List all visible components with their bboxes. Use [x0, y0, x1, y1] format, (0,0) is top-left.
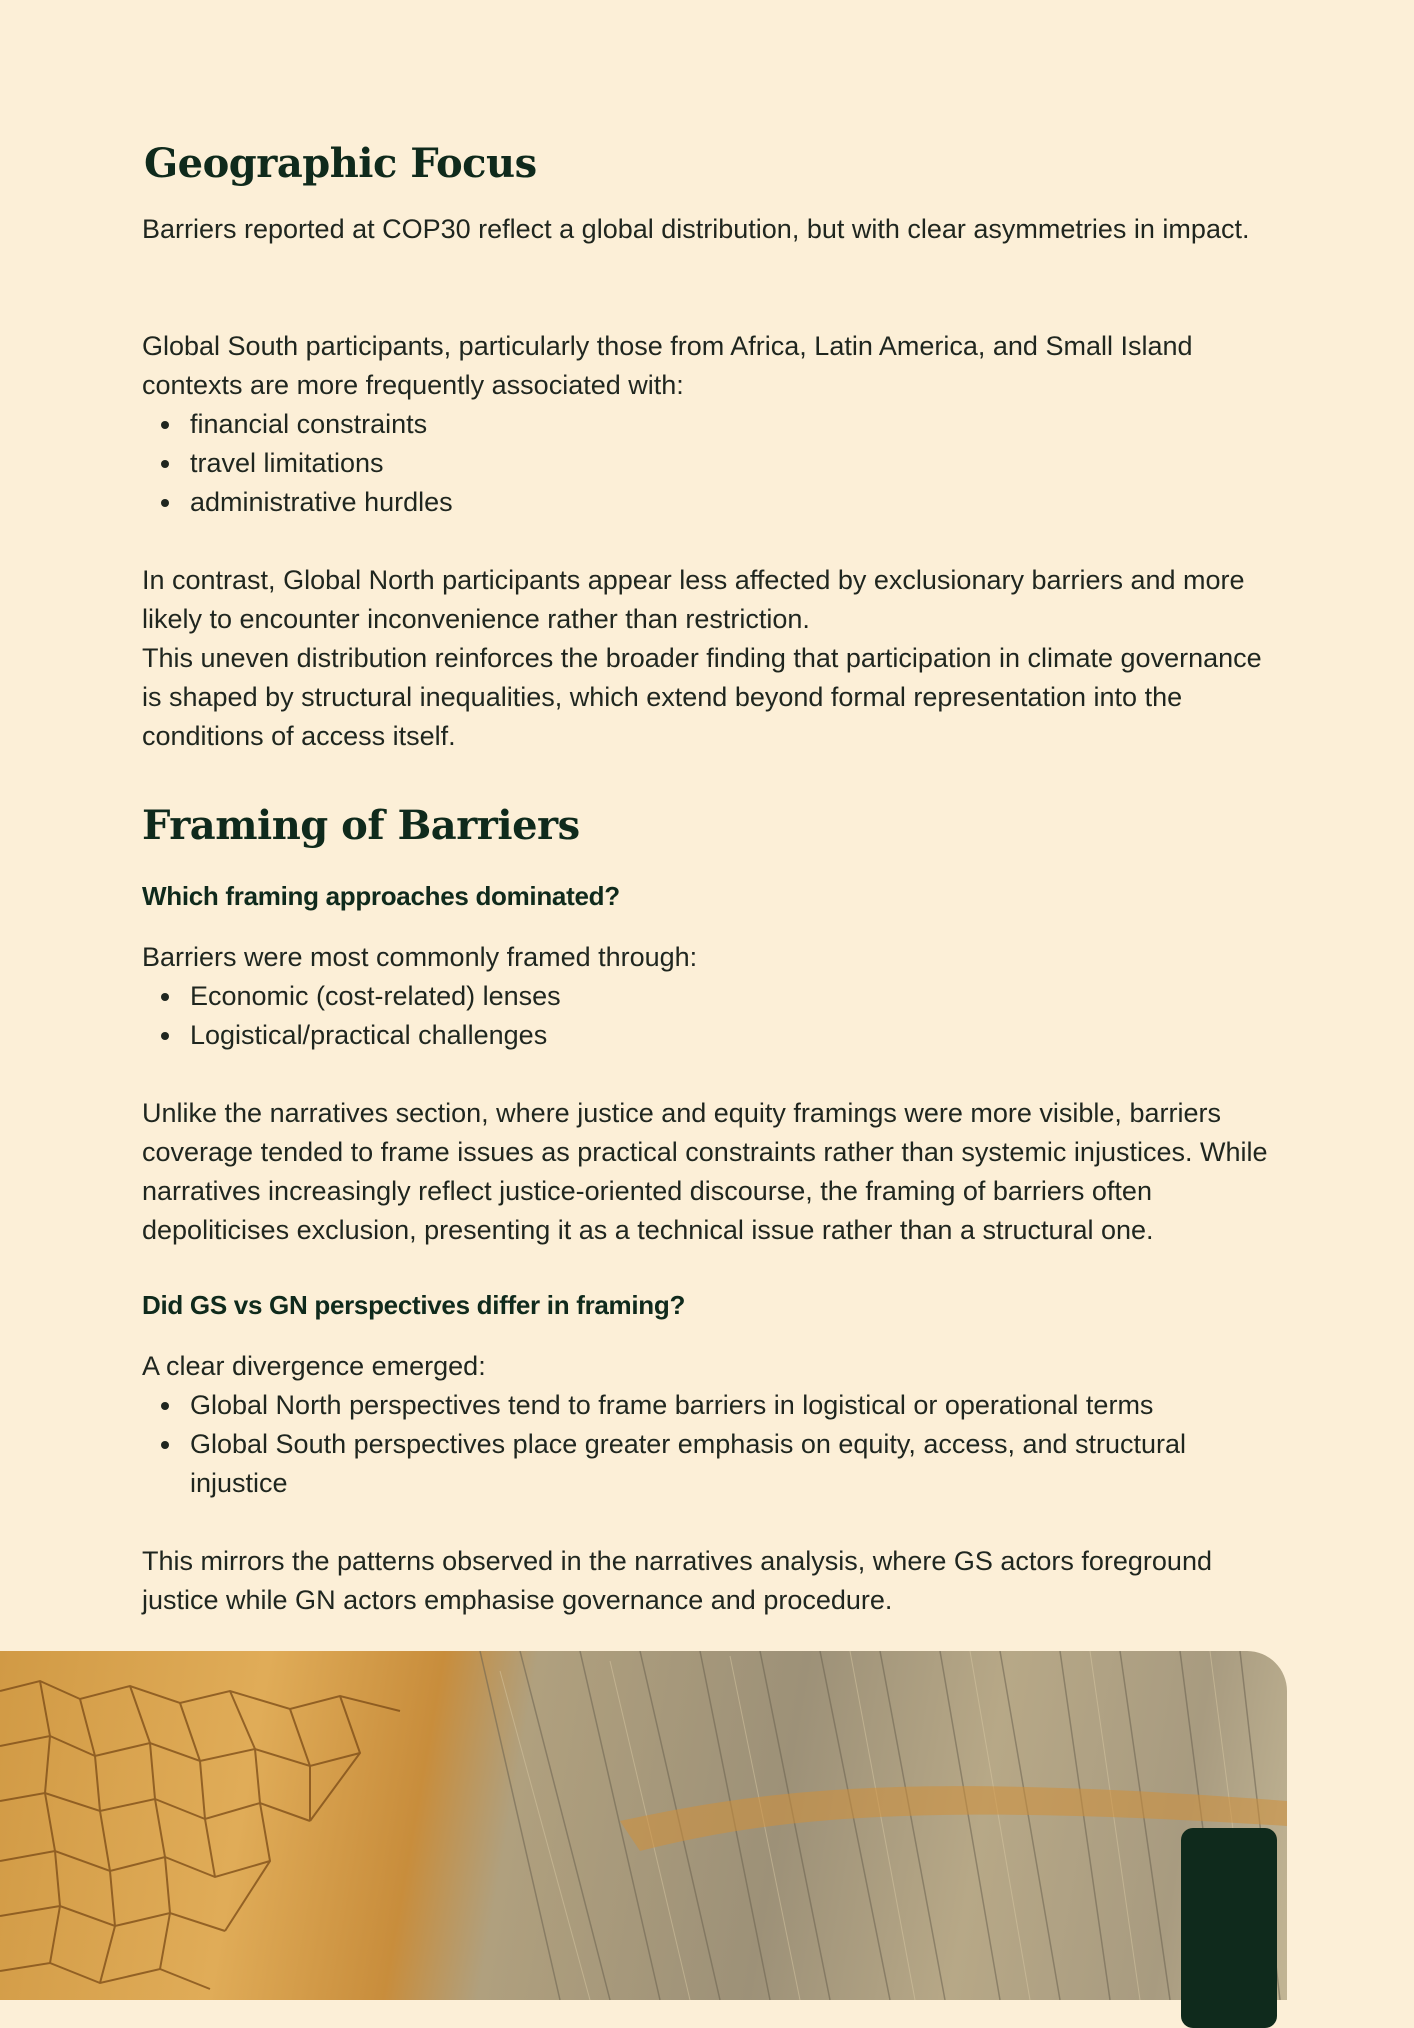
list-item: Economic (cost-related) lenses: [142, 977, 1282, 1016]
cracked-earth-photo: [0, 1651, 1287, 2000]
page-tab-marker: [1181, 1828, 1277, 2028]
q1-intro-paragraph: Barriers were most commonly framed through:: [142, 942, 698, 972]
list-item: travel limitations: [142, 444, 1282, 483]
section-title-framing-of-barriers: Framing of Barriers: [142, 802, 580, 849]
section-title-geographic-focus: Geographic Focus: [144, 140, 537, 187]
list-item: Global North perspectives tend to frame barriers in logistical or operational terms: [142, 1386, 1282, 1425]
list-item: administrative hurdles: [142, 483, 1282, 522]
q2-bullet-list: [142, 1386, 1282, 1503]
q1-paragraph: Unlike the narratives section, where justice and equity framings were more visible, barriers coverage tended to frame issues as practical constraints rather than systemic injustices. While narratives increasingly reflect justice-oriented discourse, the framing of barriers often depoliticises exclusion, presenting it as a technical issue rather than a structural one.: [142, 1098, 1268, 1245]
photo-texture-icon: [0, 1651, 1287, 2000]
q2-paragraph: This mirrors the patterns observed in the narratives analysis, where GS actors foreground justice while GN actors emphasise governance and procedure.: [142, 1546, 1212, 1615]
geo-contrast-paragraph: In contrast, Global North participants appear less affected by exclusionary barriers and more likely to encounter inconvenience rather than restriction.: [142, 565, 1245, 634]
list-item: financial constraints: [142, 405, 1282, 444]
geo-intro-paragraph: Barriers reported at COP30 reflect a global distribution, but with clear asymmetries in impact.: [142, 214, 1250, 244]
q2-intro-paragraph: A clear divergence emerged:: [142, 1351, 486, 1381]
question-heading-framing-approaches: Which framing approaches dominated?: [142, 881, 620, 911]
geo-conclusion-paragraph: This uneven distribution reinforces the broader finding that participation in climate governance is shaped by structural inequalities, which extend beyond formal representation into the conditions of access itself.: [142, 643, 1262, 751]
geo-gs-bullet-list: [142, 405, 1282, 522]
question-heading-gs-vs-gn: Did GS vs GN perspectives differ in framing?: [142, 1290, 686, 1320]
list-item: Logistical/practical challenges: [142, 1016, 1282, 1055]
q1-bullet-list: [142, 977, 1282, 1055]
geo-gs-paragraph: Global South participants, particularly those from Africa, Latin America, and Small Island contexts are more frequently associated with:: [142, 331, 1193, 400]
list-item: Global South perspectives place greater emphasis on equity, access, and structural injustice: [142, 1425, 1282, 1503]
